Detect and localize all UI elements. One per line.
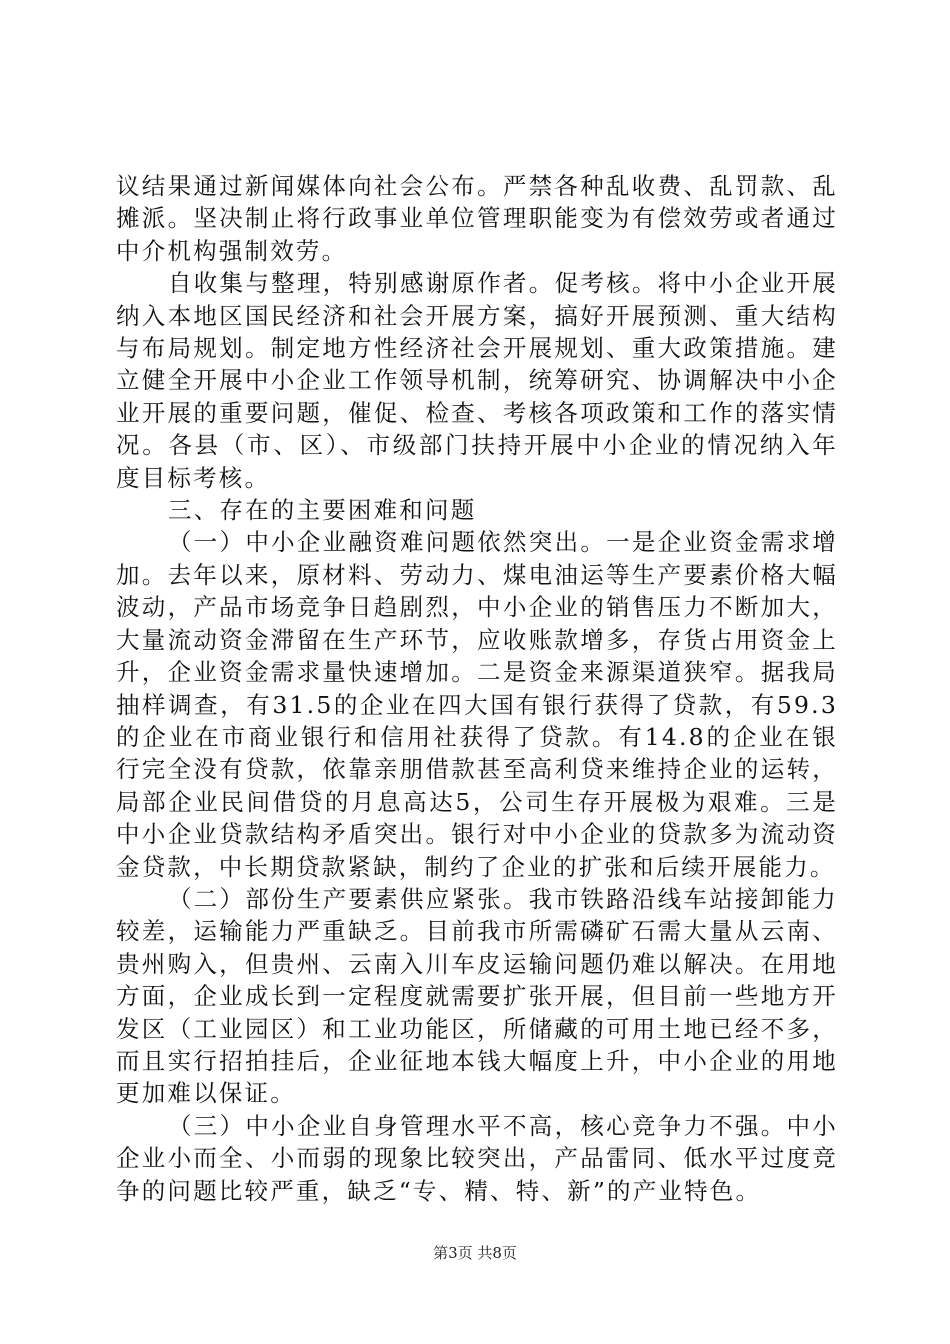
document-body — [116, 170, 838, 1207]
page-footer: 第3页 共8页 — [433, 1244, 517, 1262]
paragraph-financing: （一）中小企业融资难问题依然突出。一是企业资金需求增加。去年以来，原材料、劳动力、煤电油运等生产要素价格大幅波动，产品市场竞争日趋剧烈，中小企业的销售压力不断加大，大量流动资金滞留在生产环节，应收账款增多，存货占用资金上升，企业资金需求量快速增加。二是资金来源渠道狭窄。据我局抽样调查，有31.5的企业在四大国有银行获得了贷款，有59.3的企业在市商业银行和信用社获得了贷款。有14.8的企业在银行完全没有贷款，依靠亲朋借款甚至高利贷来维持企业的运转，局部企业民间借贷的月息高达5，公司生存开展极为艰难。三是中小企业贷款结构矛盾突出。银行对中小企业的贷款多为流动资金贷款，中长期贷款紧缺，制约了企业的扩张和后续开展能力。 — [116, 528, 838, 881]
paragraph-assessment: 自收集与整理，特别感谢原作者。促考核。将中小企业开展纳入本地区国民经济和社会开展方案，搞好开展预测、重大结构与布局规划。制定地方性经济社会开展规划、重大政策措施。建立健全开展中小企业工作领导机制，统筹研究、协调解决中小企业开展的重要问题，催促、检查、考核各项政策和工作的落实情况。各县（市、区）、市级部门扶持开展中小企业的情况纳入年度目标考核。 — [116, 269, 838, 492]
paragraph-continuation: 议结果通过新闻媒体向社会公布。严禁各种乱收费、乱罚款、乱摊派。坚决制止将行政事业单位管理职能变为有偿效劳或者通过中介机构强制效劳。 — [116, 172, 838, 265]
section-heading-problems: 三、存在的主要困难和问题 — [168, 496, 477, 525]
paragraph-production-factors: （二）部份生产要素供应紧张。我市铁路沿线车站接卸能力较差，运输能力严重缺乏。目前我市所需磷矿石需大量从云南、贵州购入，但贵州、云南入川车皮运输问题仍难以解决。在用地方面，企业成长到一定程度就需要扩张开展，但目前一些地方开发区（工业园区）和工业功能区，所储藏的可用土地已经不多，而且实行招拍挂后，企业征地本钱大幅度上升，中小企业的用地更加难以保证。 — [116, 884, 838, 1108]
paragraph-management: （三）中小企业自身管理水平不高，核心竞争力不强。中小企业小而全、小而弱的现象比较突出，产品雷同、低水平过度竞争的问题比较严重，缺乏“专、精、特、新”的产业特色。 — [116, 1111, 838, 1205]
